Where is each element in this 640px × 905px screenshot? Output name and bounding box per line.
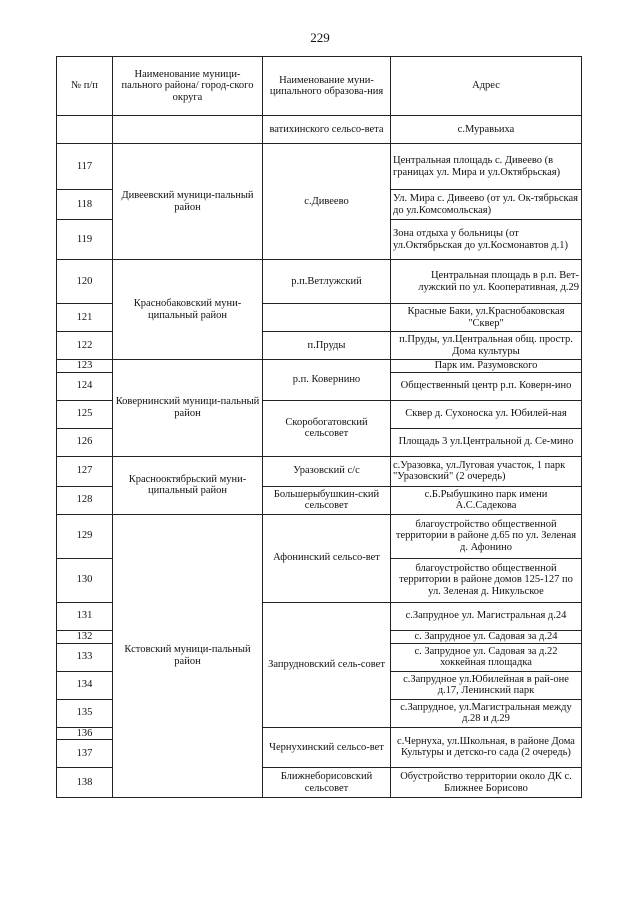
table-row (57, 514, 582, 558)
municipality-cell: р.п. Ковернино (263, 360, 391, 401)
district-cell: Ковернинский муници-пальный район (113, 360, 263, 457)
address-cell: Центральная площадь с. Дивеево (в границах ул. Мира и ул.Октябрьская) (391, 144, 582, 190)
address-cell: благоустройство общественной территории в районе д.65 по ул. Зеленая д. Афонино (391, 514, 582, 558)
row-number: 138 (57, 768, 113, 798)
address-cell: Ул. Мира с. Дивеево (от ул. Ок-тябрьская до ул.Комсомольская) (391, 190, 582, 220)
row-number: 136 (57, 727, 113, 740)
municipality-cell: Чернухинский сельсо-вет (263, 727, 391, 768)
address-cell: Обустройство территории около ДК с. Ближнее Борисово (391, 768, 582, 798)
header-municipality: Наименование муни-ципального образова-ния (263, 57, 391, 116)
header-num: № п/п (57, 57, 113, 116)
table-row (57, 456, 582, 486)
row-number: 121 (57, 304, 113, 332)
row-number: 134 (57, 671, 113, 699)
row-number: 125 (57, 400, 113, 428)
row-number: 124 (57, 372, 113, 400)
address-cell: Красные Баки, ул.Краснобаковская "Сквер" (391, 304, 582, 332)
municipality-cell: Запрудновский сель-совет (263, 602, 391, 727)
municipality-cell: Скоробогатовский сельсовет (263, 400, 391, 456)
address-cell: с. Запрудное ул. Садовая за д.24 (391, 630, 582, 643)
municipality-cell: с.Дивеево (263, 144, 391, 260)
table-row (57, 144, 582, 190)
address-cell: с.Муравьиха (391, 116, 582, 144)
address-cell: с.Б.Рыбушкино парк имени А.С.Садекова (391, 486, 582, 514)
municipality-cell: ватихинского сельсо-вета (263, 116, 391, 144)
district-cell: Краснооктябрьский муни-ципальный район (113, 456, 263, 514)
address-cell: Зона отдыха у больницы (от ул.Октябрьская до ул.Космонавтов д.1) (391, 220, 582, 260)
address-cell: с.Запрудное ул.Юбилейная в рай-оне д.17, Ленинский парк (391, 671, 582, 699)
row-number: 127 (57, 456, 113, 486)
row-number: 129 (57, 514, 113, 558)
page-number: 229 (310, 30, 330, 45)
row-number: 122 (57, 332, 113, 360)
table-row (57, 360, 582, 373)
row-number: 135 (57, 699, 113, 727)
address-cell: с.Уразовка, ул.Луговая участок, 1 парк "Уразовский" (2 очередь) (391, 456, 582, 486)
district-cell: Кстовский муници-пальный район (113, 514, 263, 798)
address-cell: Сквер д. Сухоноска ул. Юбилей-ная (391, 400, 582, 428)
header-address: Адрес (391, 57, 582, 116)
address-cell: Площадь 3 ул.Центральной д. Се-мино (391, 428, 582, 456)
row-number: 133 (57, 643, 113, 671)
header-row (57, 57, 582, 116)
row-number: 128 (57, 486, 113, 514)
address-cell: Центральная площадь в р.п. Вет-лужский по ул. Кооперативная, д.29 (391, 260, 582, 304)
row-number: 118 (57, 190, 113, 220)
address-cell: с.Чернуха, ул.Школьная, в районе Дома Культуры и детско-го сада (2 очередь) (391, 727, 582, 768)
object-table (56, 56, 582, 798)
row-number: 130 (57, 558, 113, 602)
row-number: 137 (57, 740, 113, 768)
address-cell: благоустройство общественной территории в районе домов 125-127 по ул. Зеленая д. Никульское (391, 558, 582, 602)
address-cell: с.Запрудное, ул.Магистральная между д.28 и д.29 (391, 699, 582, 727)
address-cell: Парк им. Разумовского (391, 360, 582, 373)
row-number: 126 (57, 428, 113, 456)
address-cell: с. Запрудное ул. Садовая за д.22 хоккейная площадка (391, 643, 582, 671)
header-district: Наименование муници-пального района/ город-ского округа (113, 57, 263, 116)
municipality-cell: Уразовский с/с (263, 456, 391, 486)
address-cell: с.Запрудное ул. Магистральная д.24 (391, 602, 582, 630)
row-number: 120 (57, 260, 113, 304)
municipality-cell: р.п.Ветлужский (263, 260, 391, 304)
municipality-cell: Афонинский сельсо-вет (263, 514, 391, 602)
municipality-cell: п.Пруды (263, 332, 391, 360)
municipality-cell: Большерыбушкин-ский сельсовет (263, 486, 391, 514)
row-number: 132 (57, 630, 113, 643)
table-row (57, 260, 582, 304)
row-number: 117 (57, 144, 113, 190)
table-row (57, 116, 582, 144)
district-cell: Краснобаковский муни-ципальный район (113, 260, 263, 360)
row-number: 131 (57, 602, 113, 630)
row-number: 123 (57, 360, 113, 373)
row-number: 119 (57, 220, 113, 260)
municipality-cell: Ближнеборисовский сельсовет (263, 768, 391, 798)
district-cell: Дивеевский муници-пальный район (113, 144, 263, 260)
address-cell: п.Пруды, ул.Центральная общ. простр. Дома культуры (391, 332, 582, 360)
address-cell: Общественный центр р.п. Коверн-ино (391, 372, 582, 400)
